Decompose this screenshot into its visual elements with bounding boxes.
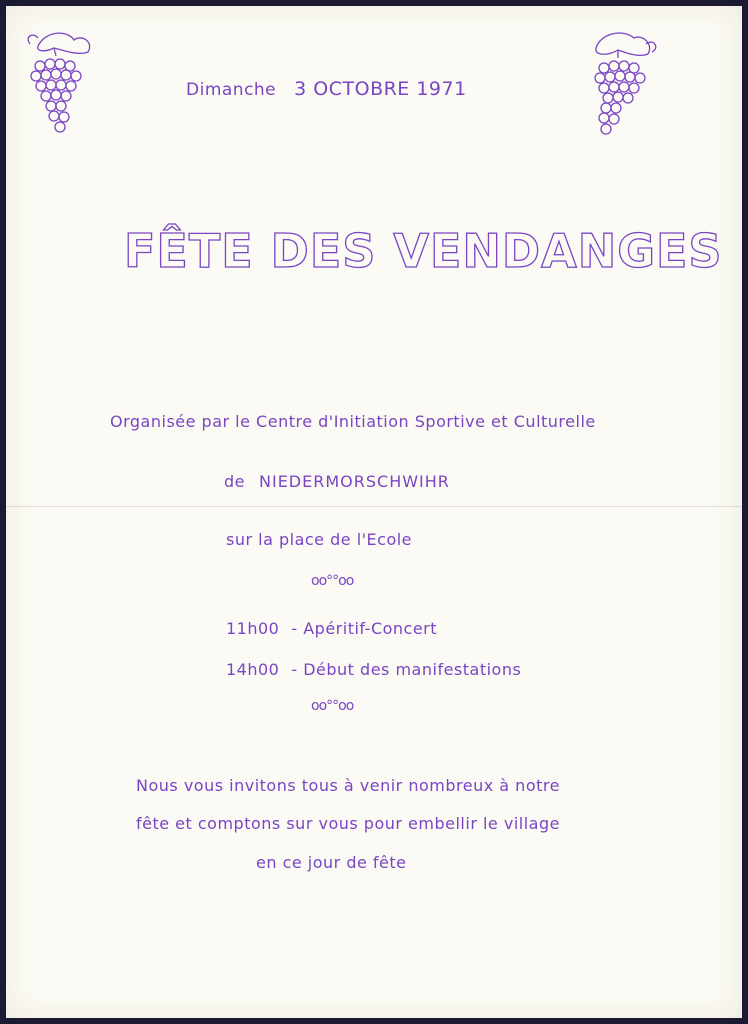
venue-line: sur la place de l'Ecole [226,530,413,549]
town-line [224,472,450,491]
schedule-event: - Apéritif-Concert [291,619,438,638]
separator-ornament: oo°°oo [311,698,354,714]
grapes-icon [16,26,96,138]
schedule-event: - Début des manifestations [291,660,522,679]
town-name: NIEDERMORSCHWIHR [259,472,450,491]
schedule-item [226,660,521,679]
grapes-icon [582,26,662,138]
invitation-line: fête et comptons sur vous pour embellir le village [136,814,560,833]
page-title: FÊTE DES VENDANGES [124,224,723,278]
invitation-line: en ce jour de fête [256,853,407,872]
schedule-time: 11h00 [226,619,280,638]
schedule-item [226,619,437,638]
fold-crease [6,506,742,507]
separator-ornament: oo°°oo [311,573,354,589]
organizer-line: Organisée par le Centre d'Initiation Sportive et Culturelle [110,412,596,431]
invitation-line: Nous vous invitons tous à venir nombreux à notre [136,776,560,795]
schedule-time: 14h00 [226,660,280,679]
event-day: Dimanche [186,80,277,100]
flyer-page [6,6,742,1018]
event-date [186,78,467,100]
event-date-text: 3 OCTOBRE 1971 [294,78,467,100]
town-prefix: de [224,472,245,491]
